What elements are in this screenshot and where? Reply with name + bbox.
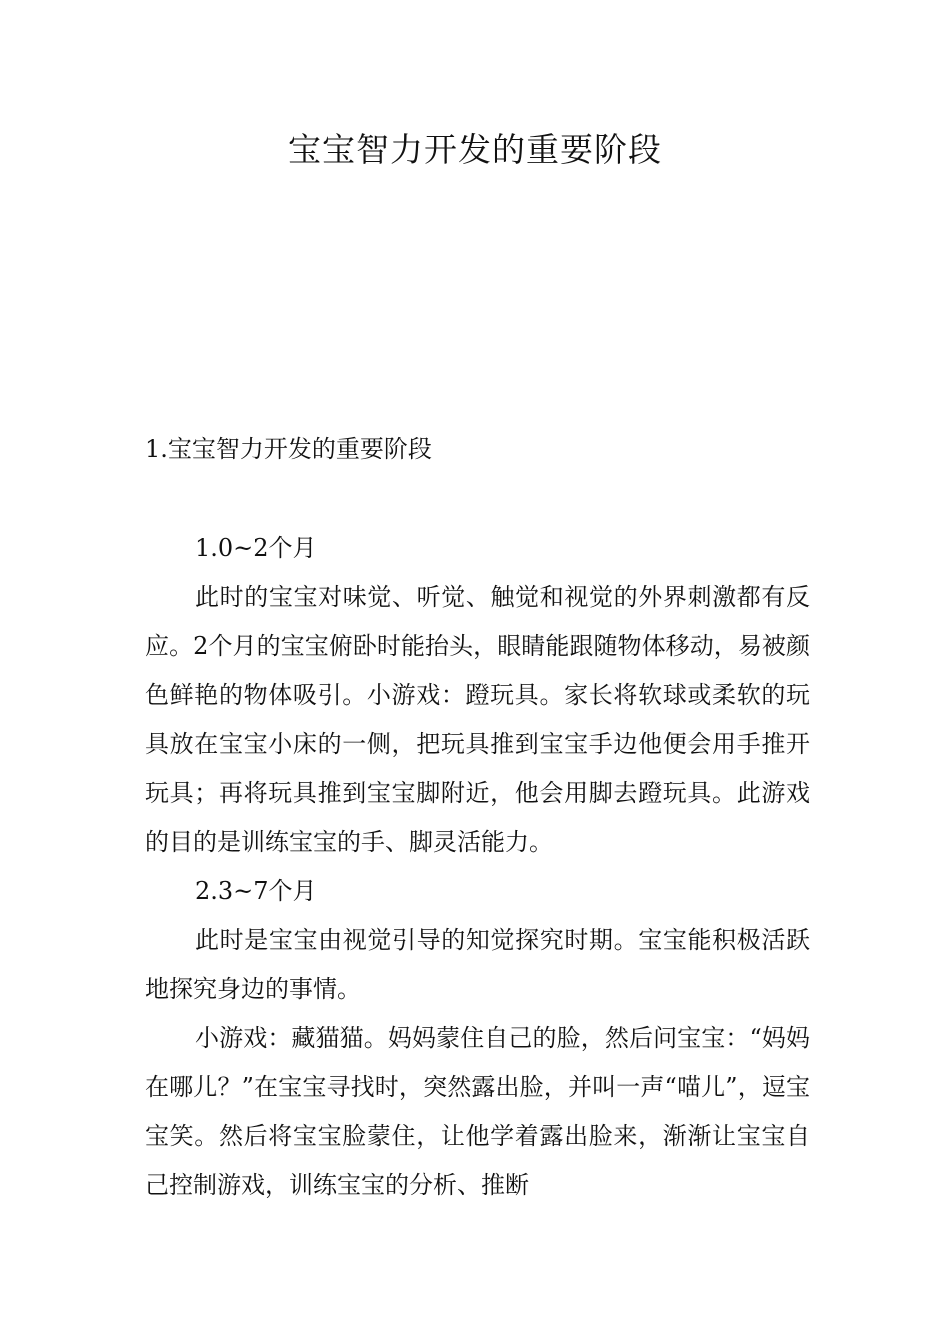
stage1-paragraph: 此时的宝宝对味觉、听觉、触觉和视觉的外界刺激都有反应。2个月的宝宝俯卧时能抬头，眼睛能跟随物体移动，易被颜色鲜艳的物体吸引。小游戏：蹬玩具。家长将软球或柔软的玩具放在宝宝小床的一侧，把玩具推到宝宝手边他便会用手推开玩具；再将玩具推到宝宝脚附近，他会用脚去蹬玩具。此游戏的目的是训练宝宝的手、脚灵活能力。 [145, 583, 810, 856]
document-body [145, 424, 810, 1210]
stage2-paragraph-2: 小游戏：藏猫猫。妈妈蒙住自己的脸，然后问宝宝：“妈妈在哪儿？”在宝宝寻找时，突然露出脸，并叫一声“喵儿”，逗宝宝笑。然后将宝宝脸蒙住，让他学着露出脸来，渐渐让宝宝自己控制游戏，训练宝宝的分析、推断 [145, 1024, 810, 1199]
stage1-heading: 1.0~2个月 [195, 534, 317, 562]
document-title: 宝宝智力开发的重要阶段 [288, 130, 662, 169]
blank-line [145, 474, 810, 524]
stage2-paragraph-1: 此时是宝宝由视觉引导的知觉探究时期。宝宝能积极活跃地探究身边的事情。 [145, 926, 810, 1003]
stage2-heading: 2.3~7个月 [195, 877, 317, 905]
section-heading: 1.宝宝智力开发的重要阶段 [145, 435, 432, 463]
